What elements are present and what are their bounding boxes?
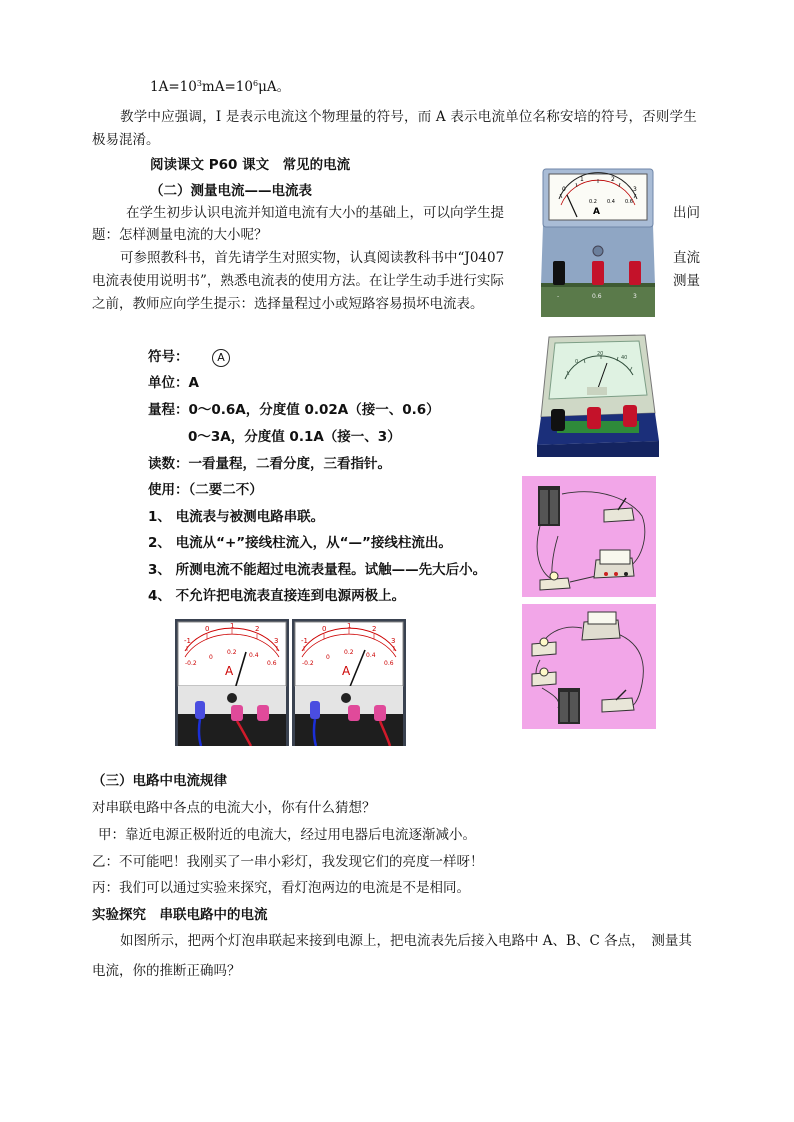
section3-yi: 乙：不可能吧！我刚买了一串小彩灯，我发现它们的亮度一样呀！ <box>92 854 484 870</box>
dial-right-bot-4: 0.6 <box>384 660 394 667</box>
dial-left-top-1: 0 <box>205 625 210 633</box>
dial-right-bot-2: 0.2 <box>344 649 354 656</box>
dial-photo-right <box>292 619 406 746</box>
section2-p2-line1-tail: 直流 <box>673 250 700 266</box>
section3-question: 对串联电路中各点的电流大小，你有什么猜想？ <box>92 800 376 816</box>
section2-p1-line1: 在学生初步认识电流并知道电流有大小的基础上，可以向学生提 <box>126 205 504 221</box>
photo1-tick-0: 0 <box>562 186 566 193</box>
usage-heading: 使用：（二要二不） <box>148 482 263 498</box>
experiment-line-1: 如图所示，把两个灯泡串联起来接到电源上，把电流表先后接入电路中 A、B、C 各点， 测量其 <box>120 933 692 949</box>
photo1-tick-2: 2 <box>611 176 615 183</box>
dial-left-bot-1: 0 <box>209 654 213 661</box>
range-line-1: 量程：0～0.6A，分度值 0.02A（接一、0.6） <box>148 402 440 418</box>
symbol-label: 符号： <box>148 349 189 365</box>
photo2-tick-1: 20 <box>597 351 604 357</box>
dial-left-bot-4: 0.6 <box>267 660 277 667</box>
unit-label: 单位：A <box>148 375 199 391</box>
section2-heading: （二）测量电流——电流表 <box>150 183 312 199</box>
photo1-tick-b1: 0.2 <box>589 199 597 205</box>
dial-right-top-1: 0 <box>322 625 327 633</box>
section2-p1-line1-tail: 出问 <box>673 205 700 221</box>
dial-right-bot-1: 0 <box>326 654 330 661</box>
dial-photo-left <box>175 619 289 746</box>
dial-right-bot-0: -0.2 <box>302 660 314 667</box>
usage-rule-1: 1、 电流表与被测电路串联。 <box>148 509 325 525</box>
photo1-tick-3: 3 <box>633 186 637 193</box>
usage-rule-3: 3、 所测电流不能超过电流表量程。试触——先大后小。 <box>148 562 487 578</box>
dial-left-bot-2: 0.2 <box>227 649 237 656</box>
dial-left-top-0: -1 <box>184 637 191 645</box>
photo1-unit: A <box>593 207 600 217</box>
ammeter-symbol-icon: A <box>212 349 230 367</box>
photo2-tick-0: 0 <box>575 359 579 365</box>
ammeter-photo-1 <box>537 165 659 319</box>
photo2-tick-2: 40 <box>621 355 628 361</box>
circuit-photo-2 <box>522 604 656 729</box>
usage-rule-4: 4、 不允许把电流表直接连到电源两极上。 <box>148 588 406 604</box>
dial-left-bot-0: -0.2 <box>185 660 197 667</box>
dial-left-unit: A <box>225 664 234 678</box>
photo1-terminal-06: 0.6 <box>592 293 602 300</box>
dial-right-top-3: 2 <box>372 625 377 633</box>
dial-left-top-2: 1 <box>230 622 235 630</box>
photo1-terminal-neg: - <box>557 293 560 300</box>
section2-p2-line2-tail: 测量 <box>673 273 700 289</box>
dial-left-top-4: 3 <box>274 637 279 645</box>
usage-rule-2: 2、 电流从“+”接线柱流入，从“—”接线柱流出。 <box>148 535 452 551</box>
photo1-terminal-3: 3 <box>633 293 637 300</box>
intro-line-2: 极易混淆。 <box>92 132 160 148</box>
reading-method: 读数：一看量程，二看分度，三看指针。 <box>148 456 391 472</box>
section2-p1-line2: 题：怎样测量电流的大小呢？ <box>92 227 268 243</box>
intro-line-1: 教学中应强调，I 是表示电流这个物理量的符号，而 A 表示电流单位名称安培的符号，否则学生 <box>120 109 697 125</box>
dial-left-top-3: 2 <box>255 625 260 633</box>
dial-right-bot-3: 0.4 <box>366 652 376 659</box>
dial-left-bot-3: 0.4 <box>249 652 259 659</box>
circuit-photo-1 <box>522 476 656 597</box>
ammeter-photo-2 <box>535 333 661 457</box>
section3-bing: 丙：我们可以通过实验来探究，看灯泡两边的电流是不是相同。 <box>92 880 470 896</box>
dial-right-top-2: 1 <box>347 622 352 630</box>
section2-p2-line1: 可参照教科书，首先请学生对照实物，认真阅读教科书中“J0407 <box>120 250 505 266</box>
experiment-heading: 实验探究 串联电路中的电流 <box>92 907 268 923</box>
dial-right-top-4: 3 <box>391 637 396 645</box>
section2-p2-line2: 电流表使用说明书”，熟悉电流表的使用方法。在让学生动手进行实际 <box>92 273 504 289</box>
photo1-tick-b3: 0.6 <box>625 199 633 205</box>
section2-p2-line3: 之前，教师应向学生提示：选择量程过小或短路容易损坏电流表。 <box>92 296 484 312</box>
range-line-2: 0～3A，分度值 0.1A（接一、3） <box>188 429 401 445</box>
section3-jia: 甲：靠近电源正极附近的电流大，经过用电器后电流逐渐减小。 <box>98 827 476 843</box>
section3-heading: （三）电路中电流规律 <box>92 773 227 789</box>
photo1-tick-1: 1 <box>580 176 584 183</box>
reading-heading: 阅读课文 P60 课文 常见的电流 <box>150 157 351 173</box>
dial-right-unit: A <box>342 664 351 678</box>
unit-conversion: $1A=10^3mA=10^6\mu A$。 <box>150 79 291 95</box>
photo1-tick-b2: 0.4 <box>607 199 615 205</box>
dial-right-top-0: -1 <box>301 637 308 645</box>
experiment-line-2: 电流，你的推断正确吗？ <box>92 963 241 979</box>
